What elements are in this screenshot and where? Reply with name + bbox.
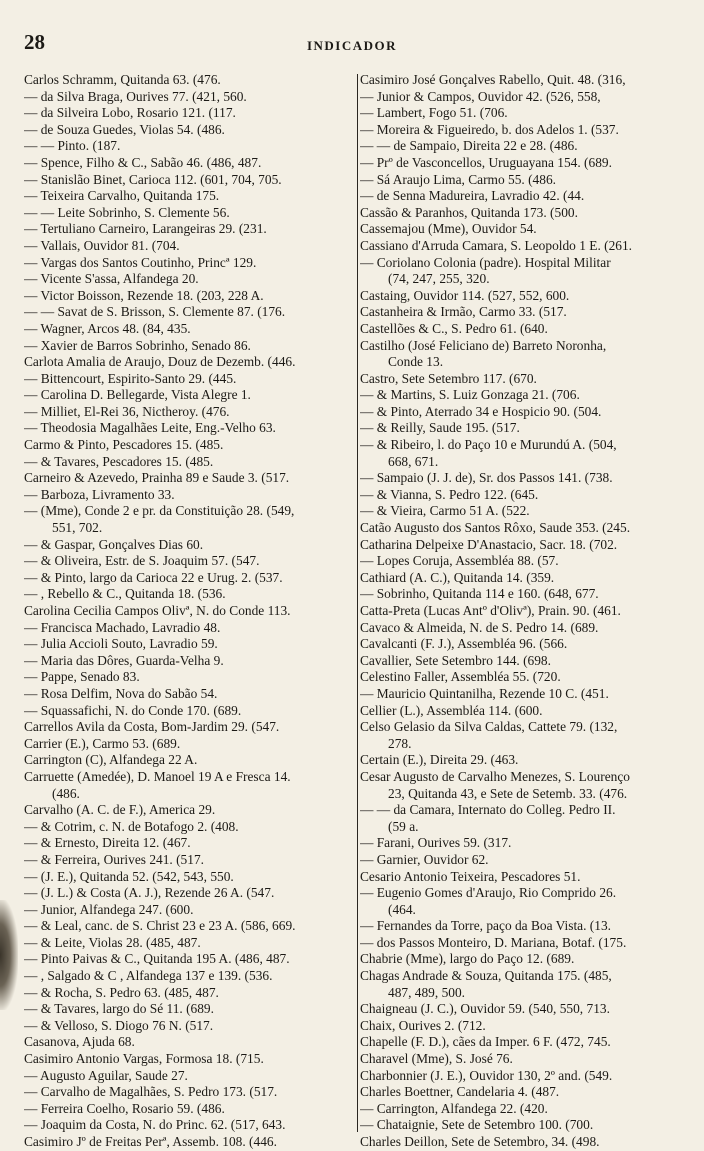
- column-divider: [357, 74, 358, 1132]
- directory-entry: — da Silveira Lobo, Rosario 121. (117.: [24, 105, 236, 121]
- page-number: 28: [24, 30, 45, 54]
- directory-entry: Castilho (José Feliciano de) Barreto Noronha,: [360, 337, 607, 353]
- directory-entry: — & Reilly, Saude 195. (517.: [360, 420, 520, 436]
- directory-entry: — Sobrinho, Quitanda 114 e 160. (648, 677.: [360, 586, 599, 602]
- directory-entry: Cathiard (A. C.), Quitanda 14. (359.: [360, 569, 555, 585]
- directory-entry: — Junior & Campos, Ouvidor 42. (526, 558,: [360, 88, 601, 104]
- directory-entry: — Lopes Coruja, Assembléa 88. (57.: [360, 553, 559, 569]
- directory-entry: — de Souza Guedes, Violas 54. (486.: [24, 121, 225, 137]
- directory-entry: Conde 13.: [388, 354, 444, 370]
- directory-entry: — & Rocha, S. Pedro 63. (485, 487.: [24, 984, 219, 1000]
- directory-entry: Carrier (E.), Carmo 53. (689.: [24, 735, 181, 751]
- directory-entry: — Coriolano Colonia (padre). Hospital Militar: [360, 254, 611, 270]
- directory-entry: 23, Quitanda 43, e Sete de Setemb. 33. (476.: [388, 785, 628, 801]
- directory-entry: 487, 489, 500.: [388, 984, 465, 1000]
- directory-entry: — Pappe, Senado 83.: [24, 669, 140, 685]
- page-stain: [0, 900, 18, 1010]
- directory-entry: — Ferreira Coelho, Rosario 59. (486.: [24, 1100, 225, 1116]
- directory-entry: — dos Passos Monteiro, D. Mariana, Botaf. (175.: [360, 934, 627, 950]
- directory-entry: — Wagner, Arcos 48. (84, 435.: [24, 320, 191, 336]
- directory-entry: — & Gaspar, Gonçalves Dias 60.: [24, 536, 204, 552]
- directory-entry: — Spence, Filho & C., Sabão 46. (486, 487.: [24, 154, 262, 170]
- directory-entry: Cellier (L.), Assembléa 114. (600.: [360, 702, 543, 718]
- running-title: INDICADOR: [306, 38, 398, 53]
- directory-entry: Cassão & Paranhos, Quitanda 173. (500.: [360, 204, 578, 220]
- directory-entry: Chabrie (Mme), largo do Paço 12. (689.: [360, 951, 575, 967]
- directory-entry: 278.: [388, 735, 412, 751]
- directory-entry: Castro, Sete Setembro 117. (670.: [360, 370, 537, 386]
- directory-entry: — & Pinto, Aterrado 34 e Hospicio 90. (504.: [360, 403, 602, 419]
- directory-entry: — Rosa Delfim, Nova do Sabão 54.: [24, 685, 218, 701]
- directory-entry: — Joaquim da Costa, N. do Princ. 62. (517, 643.: [24, 1117, 286, 1133]
- directory-entry: 668, 671.: [388, 453, 439, 469]
- directory-entry: Carneiro & Azevedo, Prainha 89 e Saude 3. (517.: [24, 470, 290, 486]
- directory-entry: — Fernandes da Torre, paço da Boa Vista. (13.: [360, 918, 612, 934]
- directory-entry: — Lambert, Fogo 51. (706.: [360, 105, 508, 121]
- directory-entry: Carmo & Pinto, Pescadores 15. (485.: [24, 437, 224, 453]
- directory-entry: Casimiro Antonio Vargas, Formosa 18. (715.: [24, 1051, 264, 1067]
- directory-entry: — Stanislão Binet, Carioca 112. (601, 704, 705.: [24, 171, 282, 187]
- directory-entry: — de Senna Madureira, Lavradio 42. (44.: [360, 188, 585, 204]
- directory-entry: — Augusto Aguilar, Saude 27.: [24, 1067, 188, 1083]
- directory-entry: Cassemajou (Mme), Ouvidor 54.: [360, 221, 537, 237]
- directory-entry: — Milliet, El-Rei 36, Nictheroy. (476.: [24, 403, 230, 419]
- directory-entry: Charles Deillon, Sete de Setembro, 34. (498.: [360, 1134, 600, 1149]
- directory-entry: — Farani, Ourives 59. (317.: [360, 835, 512, 851]
- directory-entry: — & Oliveira, Estr. de S. Joaquim 57. (547.: [24, 553, 260, 569]
- directory-entry: — da Silva Braga, Ourives 77. (421, 560.: [24, 88, 247, 104]
- directory-entry: — Maria das Dôres, Guarda-Velha 9.: [24, 652, 224, 668]
- directory-entry: — Eugenio Gomes d'Araujo, Rio Comprido 26.: [360, 885, 617, 901]
- directory-entry: — Chataignie, Sete de Setembro 100. (700.: [360, 1117, 594, 1133]
- directory-entry: — Vicente S'assa, Alfandega 20.: [24, 271, 199, 287]
- directory-entry: Charles Boettner, Candelaria 4. (487.: [360, 1084, 560, 1100]
- directory-entry: — Francisca Machado, Lavradio 48.: [24, 619, 221, 635]
- directory-entry: — & Cotrim, c. N. de Botafogo 2. (408.: [24, 818, 239, 834]
- directory-entry: Chagas Andrade & Souza, Quitanda 175. (485,: [360, 968, 612, 984]
- directory-entry: — — da Camara, Internato do Colleg. Pedro II.: [360, 802, 616, 818]
- directory-entry: Catão Augusto dos Santos Rôxo, Saude 353. (245.: [360, 520, 631, 536]
- directory-entry: Casimiro Jº de Freitas Perª, Assemb. 108. (446.: [24, 1134, 277, 1149]
- directory-entry: — & Leite, Violas 28. (485, 487.: [24, 934, 201, 950]
- directory-entry: — Sampaio (J. J. de), Sr. dos Passos 141. (738.: [360, 470, 613, 486]
- right-column: [360, 72, 696, 1151]
- directory-entry: — Junior, Alfandega 247. (600.: [24, 901, 194, 917]
- directory-entry: Celso Gelasio da Silva Caldas, Cattete 79. (132,: [360, 719, 618, 735]
- directory-entry: Carrington (C), Alfandega 22 A.: [24, 752, 198, 768]
- directory-entry: Charbonnier (J. E.), Ouvidor 130, 2º and. (549.: [360, 1067, 613, 1083]
- directory-entry: Carruette (Amedée), D. Manoel 19 A e Fresca 14.: [24, 768, 291, 784]
- directory-entry: — — Pinto. (187.: [24, 138, 121, 154]
- directory-entry: Casimiro José Gonçalves Rabello, Quit. 48. (316,: [360, 72, 626, 87]
- directory-entry: Celestino Faller, Assembléa 55. (720.: [360, 669, 561, 685]
- directory-entry: — Theodosia Magalhães Leite, Eng.-Velho 63.: [24, 420, 276, 436]
- directory-entry: — Victor Boisson, Rezende 18. (203, 228 A.: [24, 287, 264, 303]
- directory-entry: — & Leal, canc. de S. Christ 23 e 23 A. (586, 669.: [24, 918, 296, 934]
- directory-entry: — , Salgado & C , Alfandega 137 e 139. (536.: [24, 968, 273, 984]
- directory-entry: Cavallier, Sete Setembro 144. (698.: [360, 652, 551, 668]
- directory-entry: — Carolina D. Bellegarde, Vista Alegre 1.: [24, 387, 251, 403]
- directory-entry: — Prº de Vasconcellos, Uruguayana 154. (689.: [360, 154, 612, 170]
- directory-entry: Carrellos Avila da Costa, Bom-Jardim 29. (547.: [24, 719, 280, 735]
- directory-entry: — Xavier de Barros Sobrinho, Senado 86.: [24, 337, 251, 353]
- directory-entry: — — Savat de S. Brisson, S. Clemente 87. (176.: [24, 304, 286, 320]
- directory-entry: — Tertuliano Carneiro, Larangeiras 29. (231.: [24, 221, 267, 237]
- directory-entry: — (Mme), Conde 2 e pr. da Constituição 28. (549,: [24, 503, 295, 519]
- directory-entry: Carolina Cecilia Campos Olivª, N. do Conde 113.: [24, 603, 291, 618]
- directory-entry: Casanova, Ajuda 68.: [24, 1034, 135, 1050]
- directory-entry: Catharina Delpeixe D'Anastacio, Sacr. 18. (702.: [360, 536, 618, 552]
- directory-entry: — & Vianna, S. Pedro 122. (645.: [360, 486, 539, 502]
- page-header: [0, 0, 704, 60]
- directory-entry: Chapelle (F. D.), cães da Imper. 6 F. (472, 745.: [360, 1034, 611, 1050]
- directory-entry: Carlota Amalia de Araujo, Douz de Dezemb. (446.: [24, 354, 296, 370]
- directory-entry: Charavel (Mme), S. José 76.: [360, 1051, 513, 1067]
- directory-entry: — Carrington, Alfandega 22. (420.: [360, 1100, 548, 1116]
- directory-entry: — & Ribeiro, l. do Paço 10 e Murundú A. (504,: [360, 437, 617, 453]
- directory-entry: — Mauricio Quintanilha, Rezende 10 C. (451.: [360, 685, 609, 701]
- directory-entry: Cassiano d'Arruda Camara, S. Leopoldo 1 E. (261.: [360, 237, 633, 253]
- directory-entry: Certain (E.), Direita 29. (463.: [360, 752, 519, 768]
- directory-entry: — & Tavares, Pescadores 15. (485.: [24, 453, 214, 469]
- left-column: [24, 72, 356, 1151]
- directory-entry: Cavalcanti (F. J.), Assembléa 96. (566.: [360, 636, 568, 652]
- directory-entry: — Squassafichi, N. do Conde 170. (689.: [24, 702, 242, 718]
- directory-entry: Catta-Preta (Lucas Antº d'Olivª), Prain. 90. (461.: [360, 603, 621, 618]
- directory-entry: Cavaco & Almeida, N. de S. Pedro 14. (689.: [360, 619, 599, 635]
- directory-entry: Carvalho (A. C. de F.), America 29.: [24, 802, 216, 818]
- directory-entry: — & Martins, S. Luiz Gonzaga 21. (706.: [360, 387, 580, 403]
- directory-entry: Carlos Schramm, Quitanda 63. (476.: [24, 72, 221, 87]
- directory-entry: — Carvalho de Magalhães, S. Pedro 173. (517.: [24, 1084, 278, 1100]
- directory-entry: — — Leite Sobrinho, S. Clemente 56.: [24, 204, 230, 220]
- directory-entry: — Vargas dos Santos Coutinho, Princª 129.: [24, 254, 257, 270]
- directory-entry: Chaix, Ourives 2. (712.: [360, 1017, 486, 1033]
- directory-entry: — Bittencourt, Espirito-Santo 29. (445.: [24, 370, 237, 386]
- directory-entry: — Vallais, Ouvidor 81. (704.: [24, 237, 180, 253]
- directory-entry: — , Rebello & C., Quitanda 18. (536.: [24, 586, 226, 602]
- directory-entry: — Teixeira Carvalho, Quitanda 175.: [24, 188, 220, 204]
- directory-entry: — & Tavares, largo do Sé 11. (689.: [24, 1001, 214, 1017]
- directory-entry: Castaing, Ouvidor 114. (527, 552, 600.: [360, 287, 570, 303]
- directory-entry: — Barboza, Livramento 33.: [24, 486, 175, 502]
- directory-entry: — Moreira & Figueiredo, b. dos Adelos 1. (537.: [360, 121, 619, 137]
- directory-entry: (59 a.: [388, 818, 419, 834]
- directory-entry: — (J. E.), Quitanda 52. (542, 543, 550.: [24, 868, 234, 884]
- directory-entry: — Sá Araujo Lima, Carmo 55. (486.: [360, 171, 556, 187]
- directory-entry: Castellões & C., S. Pedro 61. (640.: [360, 320, 548, 336]
- directory-entry: — & Pinto, largo da Carioca 22 e Urug. 2. (537.: [24, 569, 283, 585]
- directory-entry: — Garnier, Ouvidor 62.: [360, 851, 489, 867]
- directory-entry: 551, 702.: [52, 520, 103, 536]
- directory-entry: (74, 247, 255, 320.: [388, 271, 490, 287]
- directory-entry: — & Velloso, S. Diogo 76 N. (517.: [24, 1017, 214, 1033]
- directory-entry: Cesar Augusto de Carvalho Menezes, S. Lourenço: [360, 768, 630, 784]
- directory-entry: (486.: [52, 785, 80, 801]
- directory-entry: — & Ernesto, Direita 12. (467.: [24, 835, 191, 851]
- directory-entry: — — de Sampaio, Direita 22 e 28. (486.: [360, 138, 578, 154]
- directory-entry: — & Ferreira, Ourives 241. (517.: [24, 851, 204, 867]
- directory-entry: Castanheira & Irmão, Carmo 33. (517.: [360, 304, 567, 320]
- directory-entry: Chaigneau (J. C.), Ouvidor 59. (540, 550, 713.: [360, 1001, 610, 1017]
- directory-entry: (464.: [388, 901, 416, 917]
- directory-entry: Cesario Antonio Teixeira, Pescadores 51.: [360, 868, 581, 884]
- directory-entry: — (J. L.) & Costa (A. J.), Rezende 26 A. (547.: [24, 885, 275, 901]
- directory-entry: — Julia Accioli Souto, Lavradio 59.: [24, 636, 218, 652]
- directory-entry: — & Vieira, Carmo 51 A. (522.: [360, 503, 530, 519]
- directory-entry: — Pinto Paivas & C., Quitanda 195 A. (486, 487.: [24, 951, 290, 967]
